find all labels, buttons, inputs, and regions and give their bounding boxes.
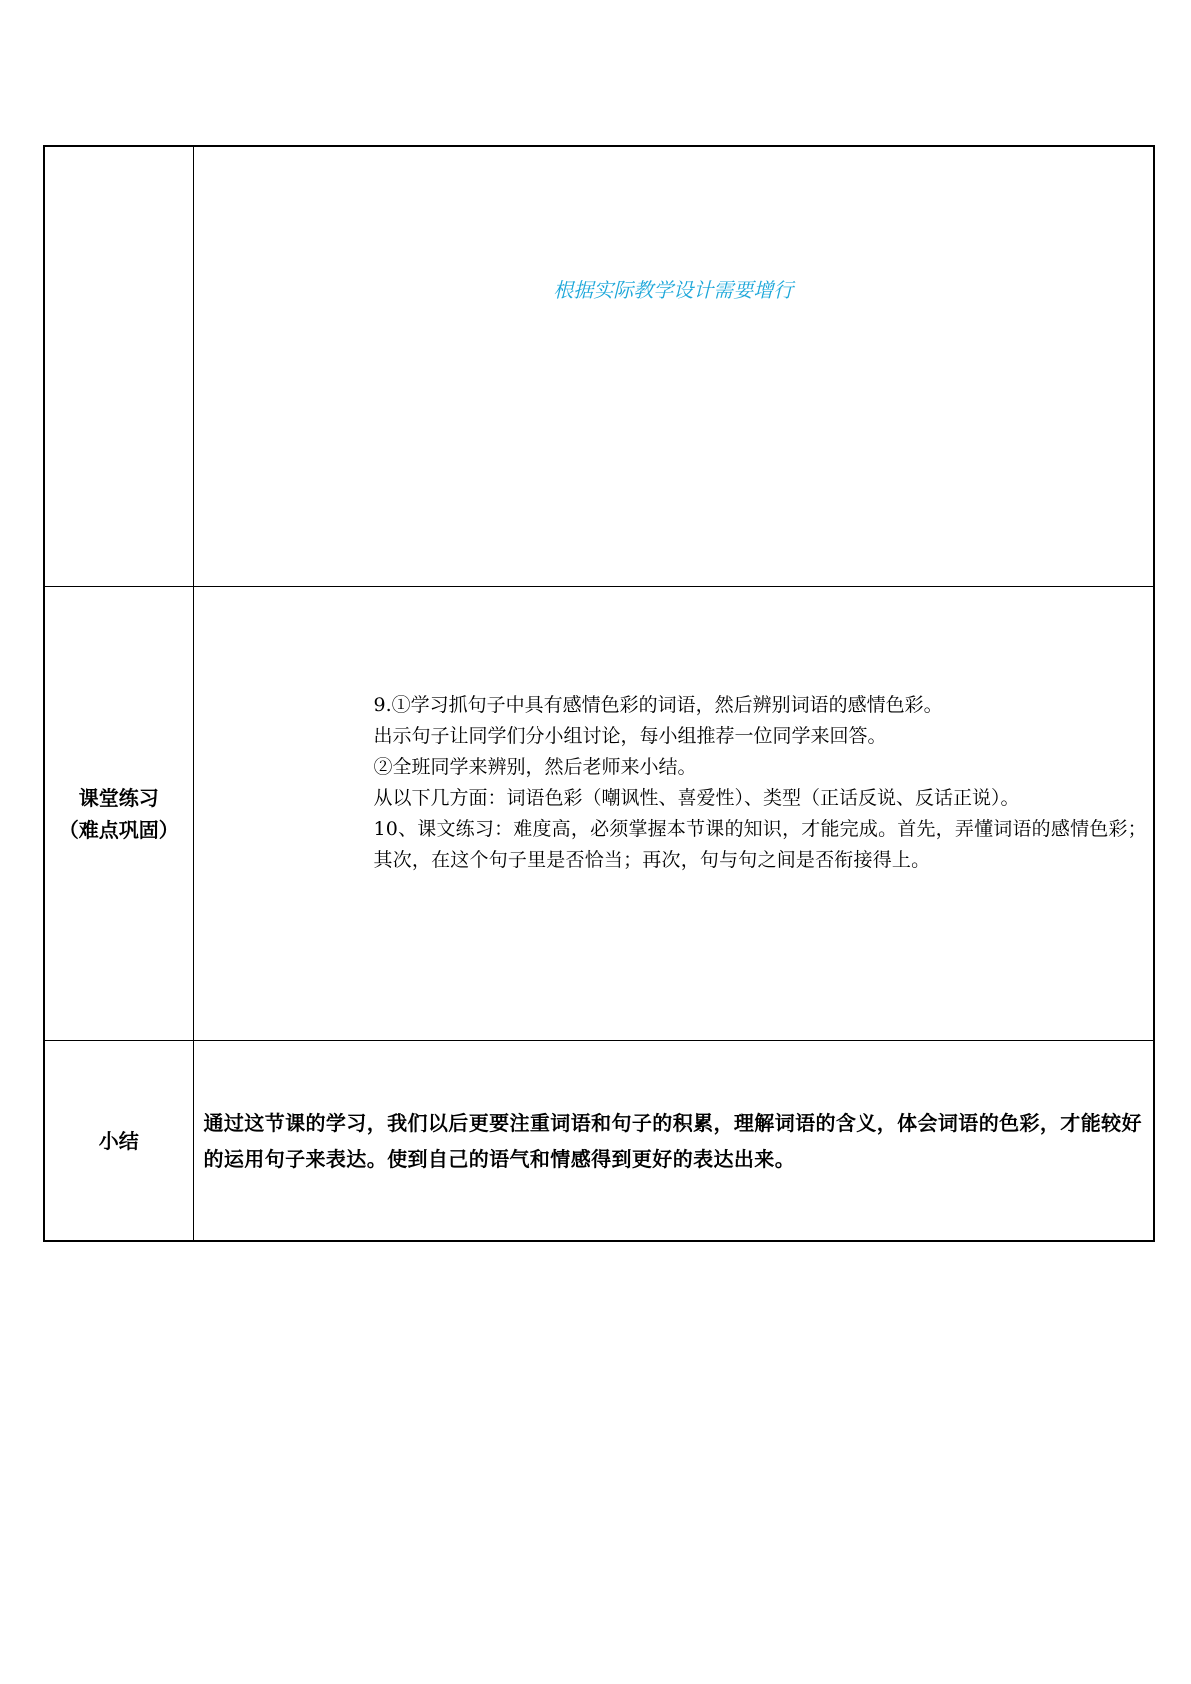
exercise-line-1: 9.①学习抓句子中具有感情色彩的词语，然后辨别词语的感情色彩。 — [373, 694, 943, 716]
exercise-content-cell — [193, 587, 1154, 1041]
exercise-line-4: 从以下几方面：词语色彩（嘲讽性、喜爱性）、类型（正话反说、反话正说）。 — [373, 787, 1020, 809]
exercise-label-line2: （难点巩固） — [58, 817, 179, 842]
row-label-empty — [44, 146, 193, 587]
exercise-paragraph-10: 10、课文练习：难度高，必须掌握本节课的知识，才能完成。首先，弄懂词语的感情色彩；其次，在这个句子里是否恰当；再次，句与句之间是否衔接得上。 — [373, 818, 1147, 871]
exercise-line-2: 出示句子让同学们分小组讨论，每小组推荐一位同学来回答。 — [373, 725, 887, 747]
row-label-exercise — [44, 587, 193, 1041]
lesson-plan-table — [43, 145, 1155, 1242]
hint-content-cell — [193, 146, 1154, 587]
table-row-hint — [44, 146, 1154, 587]
summary-label: 小结 — [98, 1128, 139, 1153]
summary-content-cell — [193, 1041, 1154, 1242]
exercise-line-3: ②全班同学来辨别，然后老师来小结。 — [373, 756, 697, 778]
add-rows-hint: 根据实际教学设计需要增行 — [553, 278, 794, 302]
summary-text: 通过这节课的学习，我们以后更要注重词语和句子的积累，理解词语的含义，体会词语的色彩，才能较好的运用句子来表达。使到自己的语气和情感得到更好的表达出来。 — [203, 1110, 1142, 1171]
exercise-text-block — [374, 690, 1148, 876]
exercise-label-line1: 课堂练习 — [78, 785, 159, 810]
table-row-summary — [44, 1041, 1154, 1242]
table-row-exercise — [44, 587, 1154, 1041]
row-label-summary — [44, 1041, 193, 1242]
